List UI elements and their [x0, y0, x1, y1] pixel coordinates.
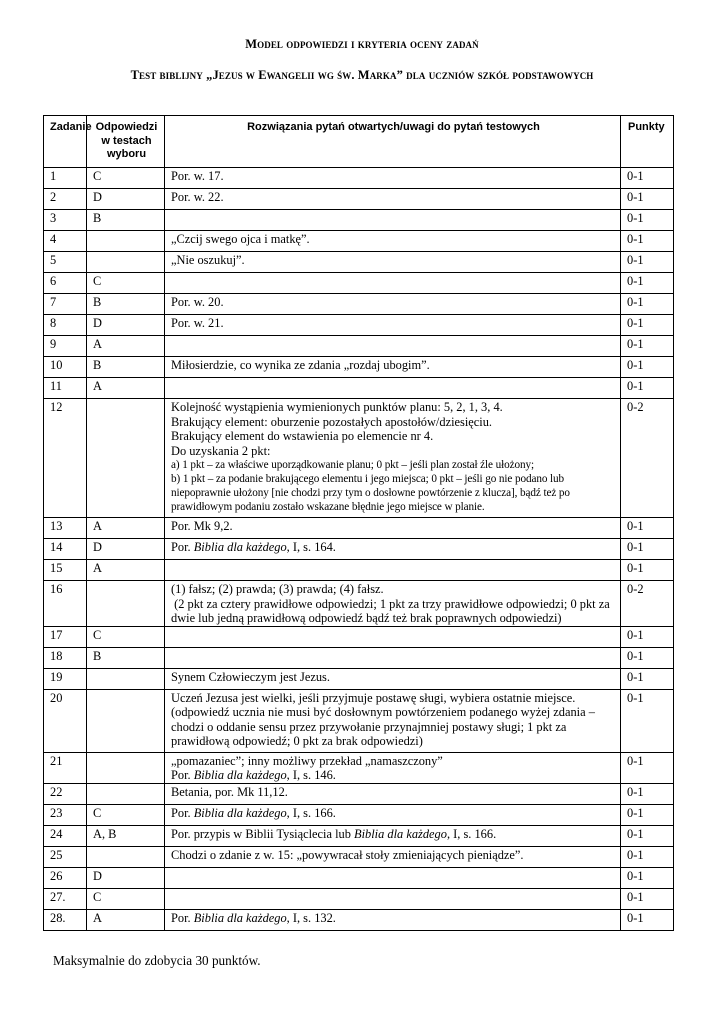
answer-cell [87, 399, 165, 518]
points-cell: 0-1 [621, 378, 674, 399]
solution-cell [165, 825, 621, 846]
points-cell: 0-1 [621, 846, 674, 867]
solution-cell [165, 357, 621, 378]
points-cell: 0-1 [621, 168, 674, 189]
task-number: 23 [44, 804, 87, 825]
solution-line: Por. w. 22. [171, 190, 224, 204]
task-number: 13 [44, 518, 87, 539]
table-row [44, 668, 674, 689]
solution-line: Brakujący element: oburzenie pozostałych apostołów/dziesięciu. [171, 414, 493, 429]
points-cell: 0-1 [621, 294, 674, 315]
answer-cell: C [87, 888, 165, 909]
solution-line: „Czcij swego ojca i matkę”. [171, 232, 310, 246]
solution-line: a) 1 pkt – za właściwe uporządkowanie planu; 0 pkt – jeśli plan został źle ułożony; [171, 459, 534, 471]
solution-line: Por. Biblia dla każdego, I, s. 164. [171, 540, 336, 554]
table-row [44, 315, 674, 336]
task-number: 20 [44, 689, 87, 752]
solution-cell [165, 647, 621, 668]
table-row [44, 581, 674, 627]
table-row [44, 294, 674, 315]
solution-cell [165, 804, 621, 825]
points-cell: 0-1 [621, 273, 674, 294]
table-row [44, 252, 674, 273]
task-number: 4 [44, 231, 87, 252]
solution-cell [165, 539, 621, 560]
solution-cell [165, 210, 621, 231]
answer-cell [87, 689, 165, 752]
solution-cell [165, 752, 621, 783]
task-number: 11 [44, 378, 87, 399]
table-row [44, 399, 674, 518]
points-cell: 0-1 [621, 336, 674, 357]
solution-cell [165, 273, 621, 294]
points-cell: 0-2 [621, 581, 674, 627]
solution-line: Uczeń Jezusa jest wielki, jeśli przyjmuje postawę sługi, wybiera ostatnie miejsce. (odpowiedź ucznia nie musi być dosłownym powtórzeniem podanego wyżej zdania – chodzi o oddanie sensu przez przywołanie przynajmniej postawy sługi; 1 pkt za prawidłową odpowiedź; 0 pkt za brak odpowiedzi) [171, 690, 595, 748]
points-cell: 0-1 [621, 804, 674, 825]
table-row [44, 518, 674, 539]
points-cell: 0-1 [621, 867, 674, 888]
solution-cell [165, 909, 621, 930]
task-number: 9 [44, 336, 87, 357]
header-solution: Rozwiązania pytań otwartych/uwagi do pytań testowych [165, 116, 621, 168]
solution-line: Por. w. 20. [171, 295, 224, 309]
answer-cell: B [87, 357, 165, 378]
answer-cell [87, 668, 165, 689]
solution-cell [165, 294, 621, 315]
solution-cell [165, 689, 621, 752]
solution-cell [165, 560, 621, 581]
task-number: 7 [44, 294, 87, 315]
answer-key-table [43, 115, 674, 931]
points-cell: 0-1 [621, 825, 674, 846]
solution-line: Synem Człowieczym jest Jezus. [171, 669, 330, 684]
answer-cell [87, 231, 165, 252]
solution-cell [165, 867, 621, 888]
solution-line: Kolejność wystąpienia wymienionych punktów planu: 5, 2, 1, 3, 4. [171, 400, 503, 414]
answer-cell: B [87, 647, 165, 668]
answer-cell [87, 581, 165, 627]
answer-cell: B [87, 294, 165, 315]
task-number: 6 [44, 273, 87, 294]
solution-cell [165, 626, 621, 647]
footer-note: Maksymalnie do zdobycia 30 punktów. [53, 953, 261, 968]
task-number: 10 [44, 357, 87, 378]
points-cell: 0-1 [621, 888, 674, 909]
table-row [44, 189, 674, 210]
answer-cell: D [87, 189, 165, 210]
table-row [44, 689, 674, 752]
table-row [44, 168, 674, 189]
solution-line: Por. Biblia dla każdego, I, s. 132. [171, 910, 336, 925]
solution-cell [165, 581, 621, 627]
table-row [44, 752, 674, 783]
points-cell: 0-1 [621, 189, 674, 210]
task-number: 16 [44, 581, 87, 627]
table-row [44, 825, 674, 846]
answer-cell: C [87, 168, 165, 189]
task-number: 19 [44, 668, 87, 689]
task-number: 12 [44, 399, 87, 518]
points-cell: 0-1 [621, 210, 674, 231]
table-row [44, 210, 674, 231]
answer-cell: A [87, 336, 165, 357]
task-number: 5 [44, 252, 87, 273]
points-cell: 0-1 [621, 560, 674, 581]
task-number: 1 [44, 168, 87, 189]
task-number: 22 [44, 783, 87, 804]
answer-cell [87, 783, 165, 804]
table-row [44, 909, 674, 930]
solution-line: (1) fałsz; (2) prawda; (3) prawda; (4) fałsz. [171, 582, 384, 596]
answer-cell: C [87, 804, 165, 825]
table-row [44, 626, 674, 647]
points-cell: 0-1 [621, 518, 674, 539]
task-number: 26 [44, 867, 87, 888]
answer-cell: C [87, 626, 165, 647]
solution-cell [165, 189, 621, 210]
task-number: 15 [44, 560, 87, 581]
points-cell: 0-1 [621, 783, 674, 804]
task-number: 18 [44, 647, 87, 668]
table-row [44, 273, 674, 294]
solution-line: Do uzyskania 2 pkt: [171, 443, 271, 458]
table-row [44, 888, 674, 909]
solution-line: „Nie oszukuj”. [171, 253, 245, 267]
answer-cell: D [87, 539, 165, 560]
table-row [44, 846, 674, 867]
header-answer: Odpowiedzi w testach wyboru [87, 116, 165, 168]
document-subtitle: Test biblijny „Jezus w Ewangelii wg św. Marka” dla uczniów szkół podstawowych [130, 68, 594, 82]
solution-cell [165, 399, 621, 518]
solution-line: Betania, por. Mk 11,12. [171, 784, 288, 799]
solution-line: Por. przypis w Biblii Tysiąclecia lub Biblia dla każdego, I, s. 166. [171, 826, 497, 841]
points-cell: 0-1 [621, 668, 674, 689]
task-number: 3 [44, 210, 87, 231]
solution-line: „pomazaniec”; inny możliwy przekład „namaszczony” [171, 753, 443, 768]
table-row [44, 231, 674, 252]
points-cell: 0-1 [621, 357, 674, 378]
table-row [44, 378, 674, 399]
points-cell: 0-1 [621, 909, 674, 930]
table-row [44, 539, 674, 560]
solution-line: (2 pkt za cztery prawidłowe odpowiedzi; 1 pkt za trzy prawidłowe odpowiedzi; 0 pkt za dwie lub jedną prawidłową odpowiedź bądź też brak poprawnych odpowiedzi) [171, 596, 613, 625]
points-cell: 0-1 [621, 647, 674, 668]
points-cell: 0-1 [621, 626, 674, 647]
solution-line: Brakujący element do wstawienia po elemencie nr 4. [171, 429, 434, 443]
table-row [44, 336, 674, 357]
answer-cell: A [87, 378, 165, 399]
table-row [44, 647, 674, 668]
points-cell: 0-1 [621, 752, 674, 783]
answer-cell [87, 846, 165, 867]
solution-line: Por. Biblia dla każdego, I, s. 166. [171, 805, 336, 820]
answer-cell: B [87, 210, 165, 231]
answer-cell: C [87, 273, 165, 294]
solution-cell [165, 315, 621, 336]
answer-cell: D [87, 315, 165, 336]
points-cell: 0-1 [621, 315, 674, 336]
points-cell: 0-1 [621, 231, 674, 252]
points-cell: 0-2 [621, 399, 674, 518]
answer-cell: A, B [87, 825, 165, 846]
solution-line: Por. Mk 9,2. [171, 519, 233, 533]
task-number: 28. [44, 909, 87, 930]
answer-cell: A [87, 560, 165, 581]
solution-line: Por. w. 17. [171, 169, 224, 183]
header-task: Zadanie [44, 116, 87, 168]
task-number: 27. [44, 888, 87, 909]
answer-cell [87, 252, 165, 273]
header-points: Punkty [621, 116, 674, 168]
solution-cell [165, 231, 621, 252]
solution-line: b) 1 pkt – za podanie brakującego elementu i jego miejsca; 0 pkt – jeśli go nie podano lub niepoprawnie ułożony [nie chodzi przy tym o dosłowne powtórzenie z klucza], bądź też po prawidłowym podaniu zostało wskazane błędnie jego miejsce w planie. [171, 473, 570, 513]
solution-line: Chodzi o zdanie z w. 15: „powywracał stoły zmieniających pieniądze”. [171, 847, 524, 862]
table-row [44, 357, 674, 378]
solution-cell [165, 846, 621, 867]
table-row [44, 867, 674, 888]
task-number: 2 [44, 189, 87, 210]
solution-cell [165, 378, 621, 399]
points-cell: 0-1 [621, 539, 674, 560]
solution-cell [165, 668, 621, 689]
solution-line: Miłosierdzie, co wynika ze zdania „rozdaj ubogim”. [171, 358, 430, 372]
solution-cell [165, 336, 621, 357]
points-cell: 0-1 [621, 689, 674, 752]
task-number: 14 [44, 539, 87, 560]
solution-line: Por. w. 21. [171, 316, 224, 330]
solution-cell [165, 252, 621, 273]
document-title: Model odpowiedzi i kryteria oceny zadań [245, 37, 479, 51]
solution-line: Por. Biblia dla każdego, I, s. 146. [171, 768, 336, 782]
answer-cell [87, 752, 165, 783]
task-number: 8 [44, 315, 87, 336]
solution-cell [165, 783, 621, 804]
task-number: 17 [44, 626, 87, 647]
answer-cell: A [87, 518, 165, 539]
task-number: 24 [44, 825, 87, 846]
points-cell: 0-1 [621, 252, 674, 273]
table-row [44, 783, 674, 804]
answer-cell: D [87, 867, 165, 888]
table-row [44, 804, 674, 825]
task-number: 25 [44, 846, 87, 867]
solution-cell [165, 168, 621, 189]
answer-cell: A [87, 909, 165, 930]
table-row [44, 560, 674, 581]
solution-cell [165, 888, 621, 909]
solution-cell [165, 518, 621, 539]
task-number: 21 [44, 752, 87, 783]
